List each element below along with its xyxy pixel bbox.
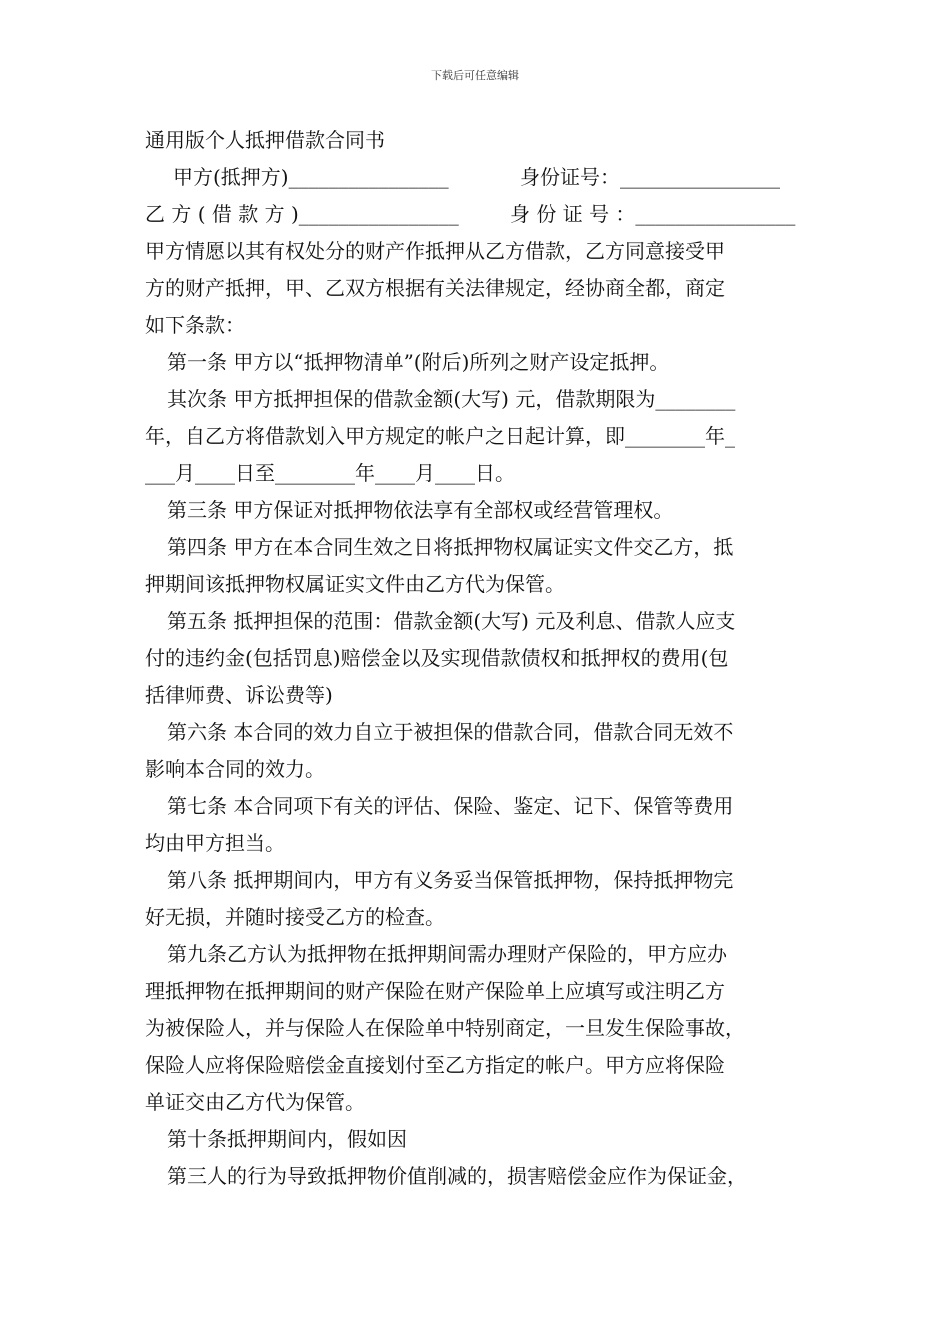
preamble [145,233,810,344]
clause [145,381,810,492]
party-b-label: 乙 方 ( 借 款 方 )________________ [145,202,459,226]
clause-line: 好无损，并随时接受乙方的检查。 [145,905,445,929]
clause-line: 付的违约金(包括罚息)赔偿金以及实现借款债权和抵押权的费用(包 [145,646,729,670]
document-title: 通用版个人抵押借款合同书 [145,128,385,152]
clause [145,936,810,1121]
party-b-row [145,196,810,233]
party-a-id: 身份证号：________________ [520,165,780,189]
clause [145,603,810,714]
clause-line: 第八条 抵押期间内，甲方有义务妥当保管抵押物，保持抵押物完 [167,868,734,892]
clause-line: 括律师费、诉讼费等) [145,683,333,707]
clause-line: 第一条 甲方以“抵押物清单”(附后)所列之财产设定抵押。 [167,350,670,374]
clause-line: 第十条抵押期间内，假如因 [167,1127,407,1151]
clause-line: 第五条 抵押担保的范围：借款金额(大写) 元及利息、借款人应支 [167,609,736,633]
clause [145,344,810,381]
clause [145,1121,810,1158]
contract-body [145,122,810,1195]
clause-line: 第三条 甲方保证对抵押物依法享有全部权或经营管理权。 [167,498,674,522]
clause-line: ___月____日至________年____月____日。 [145,461,515,485]
clause-line: 其次条 甲方抵押担保的借款金额(大写) 元，借款期限为________ [167,387,736,411]
clause-line: 第三人的行为导致抵押物价值削减的，损害赔偿金应作为保证金， [167,1164,747,1188]
preamble-line: 如下条款： [145,313,245,337]
clause-line: 第六条 本合同的效力自立于被担保的借款合同，借款合同无效不 [167,720,734,744]
clause [145,492,810,529]
clause-line: 均由甲方担当。 [145,831,285,855]
preamble-line: 甲方情愿以其有权处分的财产作抵押从乙方借款，乙方同意接受甲 [145,239,725,263]
clause-line: 第四条 甲方在本合同生效之日将抵押物权属证实文件交乙方，抵 [167,535,734,559]
clause-line: 保险人应将保险赔偿金直接划付至乙方指定的帐户。甲方应将保险 [145,1053,725,1077]
clause-line: 年，自乙方将借款划入甲方规定的帐户之日起计算，即________年_ [145,424,735,448]
preamble-line: 方的财产抵押，甲、乙双方根据有关法律规定，经协商全都，商定 [145,276,725,300]
clause-line: 理抵押物在抵押期间的财产保险在财产保险单上应填写或注明乙方 [145,979,725,1003]
clause [145,1158,810,1195]
clause-line: 单证交由乙方代为保管。 [145,1090,365,1114]
clauses-list [145,344,810,1195]
clause [145,714,810,788]
party-a-row [145,159,810,196]
clause [145,529,810,603]
clause [145,862,810,936]
party-b-id: 身 份 证 号 ：________________ [510,202,796,226]
clause-line: 第七条 本合同项下有关的评估、保险、鉴定、记下、保管等费用 [167,794,734,818]
clause-line: 影响本合同的效力。 [145,757,325,781]
page-header: 下载后可任意编辑 [431,69,519,82]
clause-line: 为被保险人，并与保险人在保险单中特别商定，一旦发生保险事故， [145,1016,745,1040]
clause-line: 第九条乙方认为抵押物在抵押期间需办理财产保险的，甲方应办 [167,942,727,966]
clause-line: 押期间该抵押物权属证实文件由乙方代为保管。 [145,572,565,596]
clause [145,788,810,862]
party-a-label: 甲方(抵押方)________________ [173,165,449,189]
